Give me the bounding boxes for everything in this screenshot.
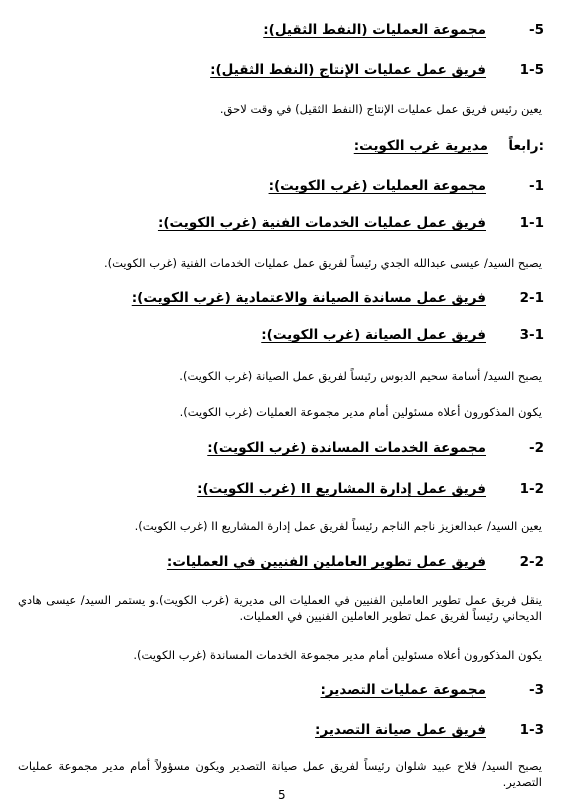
paragraph: يصبح السيد/ عيسى عبدالله الجدي رئيساً لفريق عمل عمليات الخدمات الفنية (غرب الكويت). bbox=[104, 256, 542, 270]
section-number: 1-3 bbox=[519, 722, 544, 738]
section-number: -3 bbox=[529, 682, 544, 698]
section-heading: مديرية غرب الكويت: bbox=[353, 138, 488, 154]
section-number: 1-1 bbox=[519, 215, 544, 231]
section-heading: مجموعة الخدمات المساندة (غرب الكويت): bbox=[207, 440, 486, 456]
section-number: -2 bbox=[529, 440, 544, 456]
paragraph: يصبح السيد/ فلاح عبيد شلوان رئيساً لفريق عمل صيانة التصدير ويكون مسؤولاً أمام مدير مجموعة عمليات التصدير. bbox=[18, 759, 542, 789]
paragraph: يكون المذكورون أعلاه مسئولين أمام مدير مجموعة العمليات (غرب الكويت). bbox=[179, 405, 542, 419]
section-heading: مجموعة العمليات (غرب الكويت): bbox=[268, 178, 486, 194]
section-number: -1 bbox=[529, 178, 544, 194]
section-number: رابعاً: bbox=[508, 138, 544, 154]
section-heading: مجموعة العمليات (النفط الثقيل): bbox=[263, 22, 486, 38]
section-heading: فريق عمل عمليات الإنتاج (النفط الثقيل): bbox=[210, 62, 486, 78]
paragraph: يصبح السيد/ أسامة سحيم الدبوس رئيساً لفريق عمل الصيانة (غرب الكويت). bbox=[179, 369, 542, 383]
section-number: 2-2 bbox=[519, 554, 544, 570]
section-number: 2-1 bbox=[519, 290, 544, 306]
section-heading: مجموعة عمليات التصدير: bbox=[320, 682, 486, 698]
paragraph: يكون المذكورون أعلاه مسئولين أمام مدير مجموعة الخدمات المساندة (غرب الكويت). bbox=[133, 648, 542, 662]
page-number: 5 bbox=[278, 788, 286, 802]
section-number: -5 bbox=[529, 22, 544, 38]
section-heading: فريق عمل تطوير العاملين الفنيين في العمليات: bbox=[166, 554, 486, 570]
section-heading: فريق عمل الصيانة (غرب الكويت): bbox=[261, 327, 486, 343]
section-number: 1-5 bbox=[519, 62, 544, 78]
paragraph: ينقل فريق عمل تطوير العاملين الفنيين في العمليات الى مديرية (غرب الكويت).و يستمر السيد/ عيسى هادي الديحاني رئيساً لفريق عمل تطوير العاملين الفنيين في العمليات. bbox=[18, 593, 542, 623]
paragraph: يعين رئيس فريق عمل عمليات الإنتاج (النفط الثقيل) في وقت لاحق. bbox=[219, 102, 542, 116]
section-number: 1-2 bbox=[519, 481, 544, 497]
section-number: 3-1 bbox=[519, 327, 544, 343]
section-heading: فريق عمل صيانة التصدير: bbox=[315, 722, 486, 738]
section-heading: فريق عمل عمليات الخدمات الفنية (غرب الكويت): bbox=[157, 215, 486, 231]
paragraph: يعين السيد/ عبدالعزيز ناجم الناجم رئيساً لفريق عمل إدارة المشاريع II (غرب الكويت). bbox=[134, 519, 542, 533]
section-heading: فريق عمل إدارة المشاريع II (غرب الكويت): bbox=[197, 481, 486, 497]
section-heading: فريق عمل مساندة الصيانة والاعتمادية (غرب الكويت): bbox=[131, 290, 486, 306]
